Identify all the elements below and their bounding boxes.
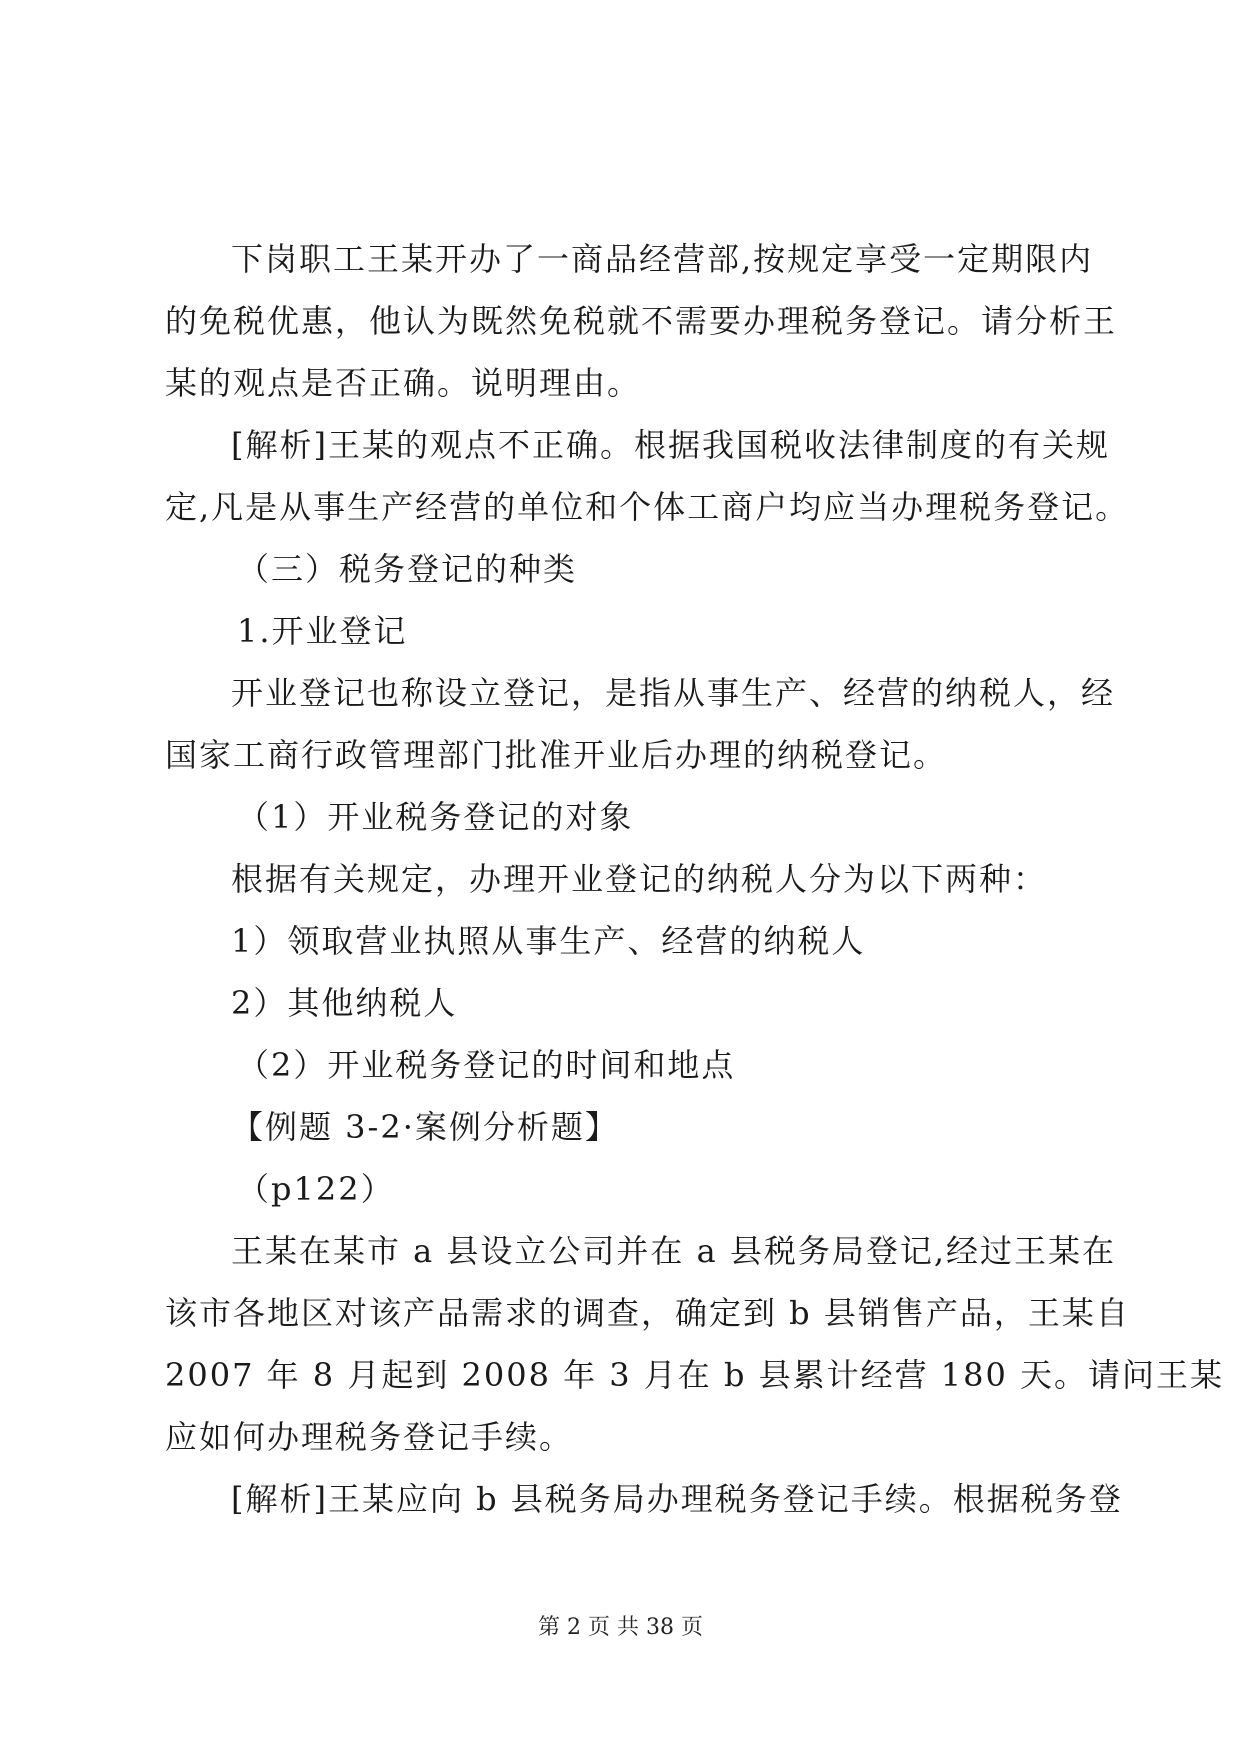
paragraph-line: 国家工商行政管理部门批准开业后办理的纳税登记。 — [165, 736, 948, 774]
paragraph-line: 根据有关规定，办理开业登记的纳税人分为以下两种： — [231, 860, 1048, 898]
paragraph-line: 应如何办理税务登记手续。 — [165, 1418, 574, 1456]
paragraph-line: 该市各地区对该产品需求的调查，确定到 b 县销售产品，王某自 — [165, 1294, 1130, 1332]
paragraph-line: 的免税优惠，他认为既然免税就不需要办理税务登记。请分析王 — [165, 302, 1118, 340]
subsection-heading: 1.开业登记 — [237, 612, 408, 650]
paragraph-line: 开业登记也称设立登记，是指从事生产、经营的纳税人，经 — [231, 674, 1116, 712]
document-body — [165, 228, 1225, 1530]
subsection-heading: （1）开业税务登记的对象 — [237, 798, 634, 836]
example-heading: 【例题 3-2·案例分析题】 — [231, 1108, 619, 1146]
paragraph-line: 某的观点是否正确。说明理由。 — [165, 364, 642, 402]
page-number-footer: 第 2 页 共 38 页 — [538, 1615, 703, 1640]
paragraph-line: [解析]王某应向 b 县税务局办理税务登记手续。根据税务登 — [231, 1480, 1123, 1518]
subsection-heading: （2）开业税务登记的时间和地点 — [237, 1046, 736, 1084]
section-heading: （三）税务登记的种类 — [237, 550, 578, 588]
page-reference: （p122） — [237, 1170, 395, 1208]
paragraph-line: 王某在某市 a 县设立公司并在 a 县税务局登记,经过王某在 — [231, 1232, 1117, 1270]
list-item: 1）领取营业执照从事生产、经营的纳税人 — [231, 922, 866, 960]
paragraph-line: 2007 年 8 月起到 2008 年 3 月在 b 县累计经营 180 天。请问王某 — [165, 1356, 1225, 1394]
paragraph-line: [解析]王某的观点不正确。根据我国税收法律制度的有关规 — [231, 426, 1110, 464]
list-item: 2）其他纳税人 — [231, 984, 458, 1022]
paragraph-line: 定,凡是从事生产经营的单位和个体工商户均应当办理税务登记。 — [165, 488, 1130, 526]
paragraph-line: 下岗职工王某开办了一商品经营部,按规定享受一定期限内 — [231, 240, 1094, 278]
